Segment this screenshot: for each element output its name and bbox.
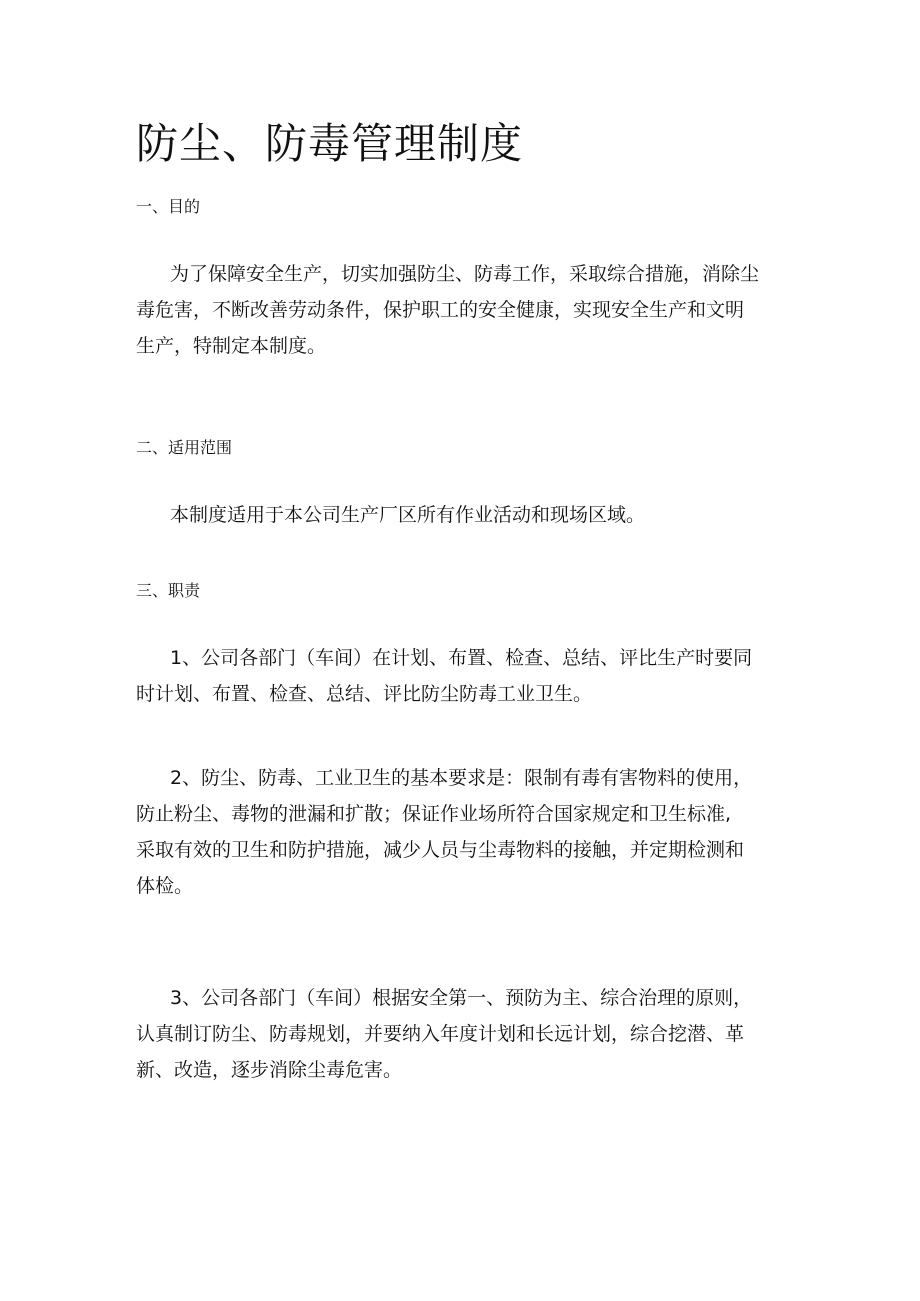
paragraph-responsibility-2 xyxy=(136,760,796,904)
paragraph-purpose xyxy=(136,256,796,364)
paragraph-line: 采取有效的卫生和防护措施，减少人员与尘毒物料的接触，并定期检测和 xyxy=(136,839,745,861)
paragraph-responsibility-3 xyxy=(136,980,796,1088)
paragraph-line: 认真制订防尘、防毒规划，并要纳入年度计划和长远计划，综合挖潜、革 xyxy=(136,1023,745,1045)
section-heading-responsibilities: 三、职责 xyxy=(136,581,201,600)
section-heading-purpose: 一、目的 xyxy=(136,197,201,216)
section-heading-scope: 二、适用范围 xyxy=(136,438,233,457)
paragraph-line: 防止粉尘、毒物的泄漏和扩散；保证作业场所符合国家规定和卫生标准, xyxy=(136,803,732,825)
paragraph-line: 本制度适用于本公司生产厂区所有作业活动和现场区域。 xyxy=(170,504,646,526)
paragraph-responsibility-1 xyxy=(136,640,796,712)
paragraph-line: 新、改造，逐步消除尘毒危害。 xyxy=(136,1059,403,1081)
paragraph-line: 体检。 xyxy=(136,875,194,897)
paragraph-line: 时计划、布置、检查、总结、评比防尘防毒工业卫生。 xyxy=(136,683,593,705)
paragraph-line: 为了保障安全生产，切实加强防尘、防毒工作，采取综合措施，消除尘 xyxy=(170,263,760,285)
paragraph-line: 毒危害，不断改善劳动条件，保护职工的安全健康，实现安全生产和文明 xyxy=(136,299,745,321)
paragraph-line: 1、公司各部门（车间）在计划、布置、检查、总结、评比生产时要同 xyxy=(170,647,753,669)
paragraph-scope xyxy=(136,497,796,533)
paragraph-line: 3、公司各部门（车间）根据安全第一、预防为主、综合治理的原则， xyxy=(170,987,753,1009)
paragraph-line: 生产，特制定本制度。 xyxy=(136,335,327,357)
document-title: 防尘、防毒管理制度 xyxy=(136,119,524,168)
paragraph-line: 2、防尘、防毒、工业卫生的基本要求是：限制有毒有害物料的使用， xyxy=(170,767,753,789)
